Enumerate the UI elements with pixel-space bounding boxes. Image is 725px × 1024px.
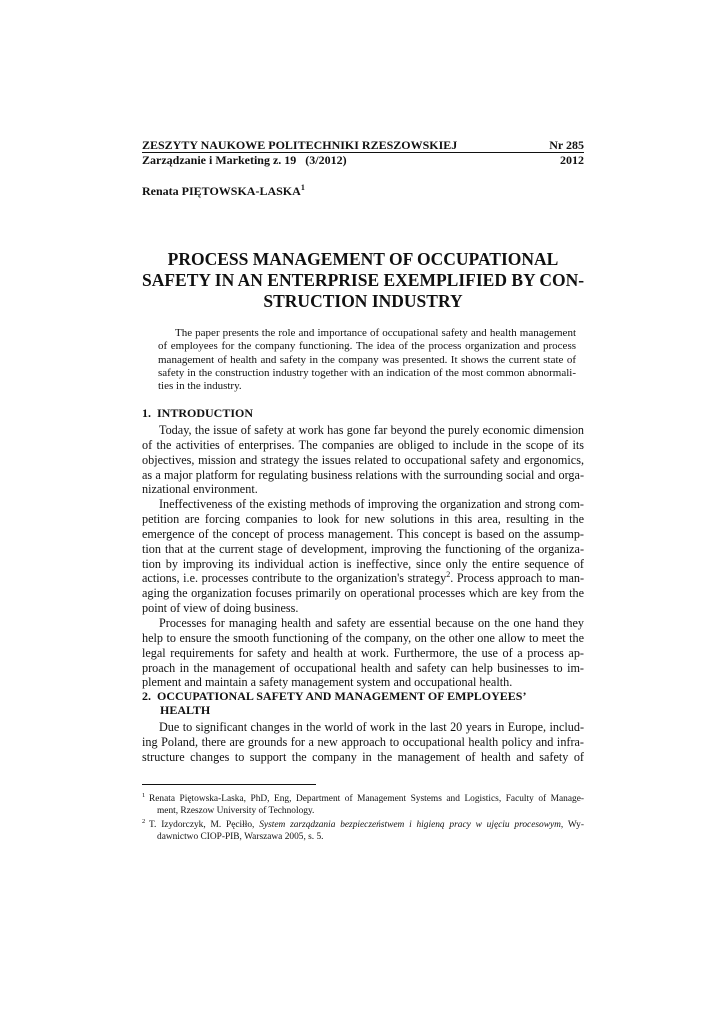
title-line: SAFETY IN AN ENTERPRISE EXEMPLIFIED BY CON- [142, 270, 585, 290]
footnote-line: Renata Piętowska-Laska, PhD, Eng, Department of Management Systems and Logistics, Faculty of Manage- [149, 794, 584, 804]
author-name: Renata PIĘTOWSKA-LASKA [142, 184, 301, 198]
body-line: emergence of the concept of process management. This concept is based on the assump- [142, 526, 584, 541]
heading-line: 2. OCCUPATIONAL SAFETY AND MANAGEMENT OF EMPLOYEES’ [142, 689, 527, 703]
body-line: structure changes to support the company in the management of health and safety of [142, 749, 584, 764]
body-line: petition are forcing companies to look for new solutions in this area, resulting in the [142, 512, 584, 527]
footnote-mark: 2 [142, 818, 146, 825]
journal-name: ZESZYTY NAUKOWE POLITECHNIKI RZESZOWSKIEJ [142, 138, 458, 152]
body-line: Today, the issue of safety at work has gone far beyond the purely economic dimension [159, 423, 584, 437]
section-1-body [142, 423, 584, 690]
footnote-line [149, 819, 584, 831]
body-line: point of view of doing business. [142, 601, 299, 616]
body-line: tion that at the current stage of development, improving the functioning of the organiza- [142, 541, 584, 556]
footnote-text: T. Izydorczyk, M. Pęciłło, [149, 820, 260, 830]
footnote-separator [142, 784, 316, 785]
issue-number: Nr 285 [549, 138, 584, 152]
footnotes [142, 793, 584, 843]
paper-title [142, 249, 584, 312]
body-line: of the activities of enterprises. The companies are obliged to include in the scope of its [142, 437, 584, 452]
body-line: legal requirements for safety and health at work. Furthermore, the use of a process ap- [142, 645, 584, 660]
title-line: PROCESS MANAGEMENT OF OCCUPATIONAL [167, 249, 559, 269]
body-line: ing Poland, there are grounds for a new approach to occupational health policy and infra- [142, 734, 584, 749]
body-line: plement and maintain a safety management system and occupational health. [142, 675, 513, 690]
footnote-mark: 1 [142, 792, 146, 799]
footnote-line: ment, Rzeszow University of Technology. [157, 806, 315, 816]
body-line: Processes for managing health and safety are essential because on the one hand they [159, 615, 584, 630]
section-2-body [142, 720, 584, 765]
body-line: nizational environment. [142, 482, 258, 497]
footnote-2 [142, 819, 584, 843]
abstract-line: safety in the construction industry together with an indication of the most common abnormali- [158, 366, 576, 379]
issue-year: 2012 [560, 153, 584, 167]
author-line [142, 183, 584, 199]
body-line: objectives, mission and strategy the issues related to occupational safety and ergonomics, [142, 452, 584, 467]
body-line: help to ensure the smooth functioning of the company, on the other one allow to meet the [142, 630, 584, 645]
footnote-text: , Wy- [560, 820, 584, 830]
series-info: Zarządzanie i Marketing z. 19 (3/2012) [142, 153, 347, 167]
journal-header [142, 138, 584, 167]
section-heading-occupational-safety [142, 689, 584, 717]
body-line [142, 571, 584, 586]
body-text: actions, i.e. processes contribute to the organization's strategy [142, 571, 447, 586]
body-line: tion by improving its individual action is ineffective, since only the entire sequence of [142, 556, 584, 571]
footnote-1 [142, 793, 584, 817]
abstract-line: of employees for the company functioning. The idea of the process organization and process [158, 340, 576, 353]
abstract [158, 327, 576, 393]
cited-title: System zarządzania bezpieczeństwem i higieną pracy w ujęciu procesowym [259, 820, 561, 830]
body-text: . Process approach to man- [450, 571, 584, 586]
abstract-line: The paper presents the role and importance of occupational safety and health management [175, 327, 576, 339]
heading-line: HEALTH [160, 703, 211, 717]
title-line: STRUCTION INDUSTRY [263, 291, 463, 311]
body-line: Ineffectiveness of the existing methods of improving the organization and strong com- [159, 497, 584, 512]
footnote-ref-2[interactable]: 2 [446, 571, 451, 580]
section-heading-introduction: 1. INTRODUCTION [142, 406, 254, 420]
abstract-line: management of health and safety in the company was presented. It shows the current state of [158, 353, 576, 366]
abstract-line: ties in the industry. [158, 380, 242, 393]
body-line: Due to significant changes in the world of work in the last 20 years in Europe, includ- [159, 720, 584, 734]
author-footnote-mark: 1 [300, 183, 305, 192]
footnote-line: dawnictwo CIOP-PIB, Warszawa 2005, s. 5. [157, 832, 324, 842]
body-line: aging the organization focuses primarily on operational processes which are key from the [142, 586, 584, 601]
body-line: proach in the management of occupational health and safety can help businesses to im- [142, 660, 584, 675]
body-line: as a major platform for regulating business relations with the surrounding social and orga- [142, 467, 584, 482]
